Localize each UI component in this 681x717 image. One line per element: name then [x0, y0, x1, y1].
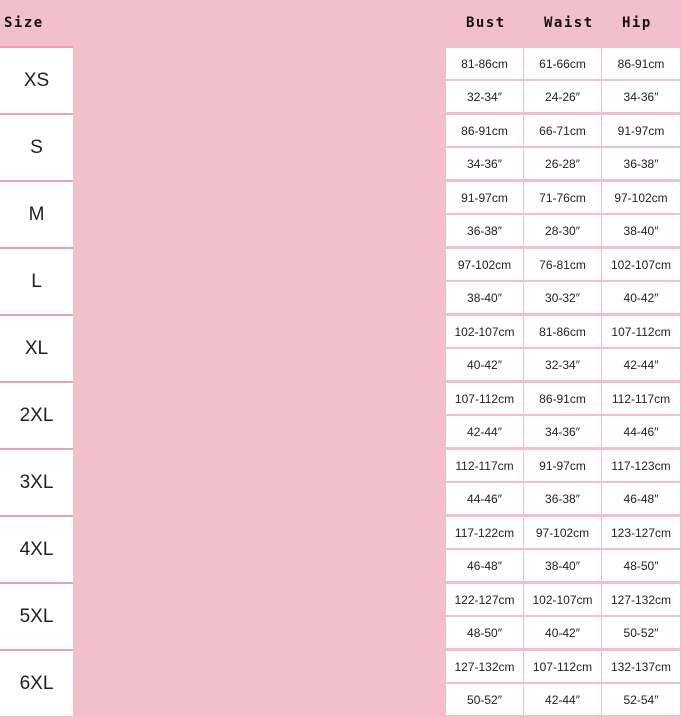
hip-inch-cell: 50-52″ — [602, 617, 680, 648]
size-label: S — [0, 113, 73, 180]
size-label: 3XL — [0, 448, 73, 515]
hip-cm-cell: 117-123cm — [602, 450, 680, 481]
hip-inch-cell: 34-36″ — [602, 81, 680, 112]
bust-inch-cell: 36-38″ — [446, 215, 523, 246]
waist-cm-cell: 97-102cm — [524, 517, 601, 548]
waist-inch-cell: 26-28″ — [524, 148, 601, 179]
waist-inch-cell: 38-40″ — [524, 550, 601, 581]
waist-cm-cell: 61-66cm — [524, 48, 601, 79]
hip-inch-cell: 36-38″ — [602, 148, 680, 179]
bust-column-header: Bust — [466, 15, 506, 31]
bust-cm-cell: 81-86cm — [446, 48, 523, 79]
hip-column-header: Hip — [622, 15, 652, 31]
bust-inch-cell: 38-40″ — [446, 282, 523, 313]
size-label: 4XL — [0, 515, 73, 582]
bust-cm-cell: 91-97cm — [446, 182, 523, 213]
bust-cm-cell: 117-122cm — [446, 517, 523, 548]
bust-cm-cell: 86-91cm — [446, 115, 523, 146]
waist-column-header: Waist — [544, 15, 594, 31]
waist-inch-cell: 42-44″ — [524, 684, 601, 715]
hip-inch-cell: 52-54″ — [602, 684, 680, 715]
bust-cm-cell: 112-117cm — [446, 450, 523, 481]
waist-cm-cell: 102-107cm — [524, 584, 601, 615]
bust-inch-cell: 48-50″ — [446, 617, 523, 648]
hip-inch-cell: 38-40″ — [602, 215, 680, 246]
waist-cm-cell: 107-112cm — [524, 651, 601, 682]
hip-cm-cell: 107-112cm — [602, 316, 680, 347]
bust-cm-cell: 122-127cm — [446, 584, 523, 615]
hip-inch-cell: 42-44″ — [602, 349, 680, 380]
waist-inch-cell: 24-26″ — [524, 81, 601, 112]
size-label: XL — [0, 314, 73, 381]
hip-cm-cell: 127-132cm — [602, 584, 680, 615]
size-label: 5XL — [0, 582, 73, 649]
hip-inch-cell: 46-48″ — [602, 483, 680, 514]
waist-inch-cell: 32-34″ — [524, 349, 601, 380]
bust-inch-cell: 32-34″ — [446, 81, 523, 112]
size-label: M — [0, 180, 73, 247]
hip-inch-cell: 44-46″ — [602, 416, 680, 447]
waist-inch-cell: 34-36″ — [524, 416, 601, 447]
bust-inch-cell: 40-42″ — [446, 349, 523, 380]
waist-inch-cell: 40-42″ — [524, 617, 601, 648]
bust-inch-cell: 42-44″ — [446, 416, 523, 447]
waist-inch-cell: 30-32″ — [524, 282, 601, 313]
bust-cm-cell: 102-107cm — [446, 316, 523, 347]
hip-inch-cell: 48-50″ — [602, 550, 680, 581]
size-label: 6XL — [0, 649, 73, 716]
waist-cm-cell: 76-81cm — [524, 249, 601, 280]
bust-inch-cell: 46-48″ — [446, 550, 523, 581]
size-label: 2XL — [0, 381, 73, 448]
waist-cm-cell: 81-86cm — [524, 316, 601, 347]
size-column-header: Size — [4, 15, 44, 31]
hip-cm-cell: 91-97cm — [602, 115, 680, 146]
bust-inch-cell: 34-36″ — [446, 148, 523, 179]
waist-cm-cell: 86-91cm — [524, 383, 601, 414]
size-label: L — [0, 247, 73, 314]
measurement-grid — [446, 46, 680, 717]
hip-cm-cell: 112-117cm — [602, 383, 680, 414]
bust-cm-cell: 127-132cm — [446, 651, 523, 682]
size-label: XS — [0, 46, 73, 113]
bust-cm-cell: 107-112cm — [446, 383, 523, 414]
hip-cm-cell: 123-127cm — [602, 517, 680, 548]
hip-cm-cell: 132-137cm — [602, 651, 680, 682]
waist-cm-cell: 91-97cm — [524, 450, 601, 481]
waist-cm-cell: 66-71cm — [524, 115, 601, 146]
waist-inch-cell: 28-30″ — [524, 215, 601, 246]
bust-inch-cell: 44-46″ — [446, 483, 523, 514]
hip-cm-cell: 86-91cm — [602, 48, 680, 79]
bust-cm-cell: 97-102cm — [446, 249, 523, 280]
hip-cm-cell: 102-107cm — [602, 249, 680, 280]
hip-cm-cell: 97-102cm — [602, 182, 680, 213]
waist-cm-cell: 71-76cm — [524, 182, 601, 213]
bust-inch-cell: 50-52″ — [446, 684, 523, 715]
hip-inch-cell: 40-42″ — [602, 282, 680, 313]
waist-inch-cell: 36-38″ — [524, 483, 601, 514]
size-column — [0, 46, 73, 717]
table-header — [0, 0, 681, 46]
